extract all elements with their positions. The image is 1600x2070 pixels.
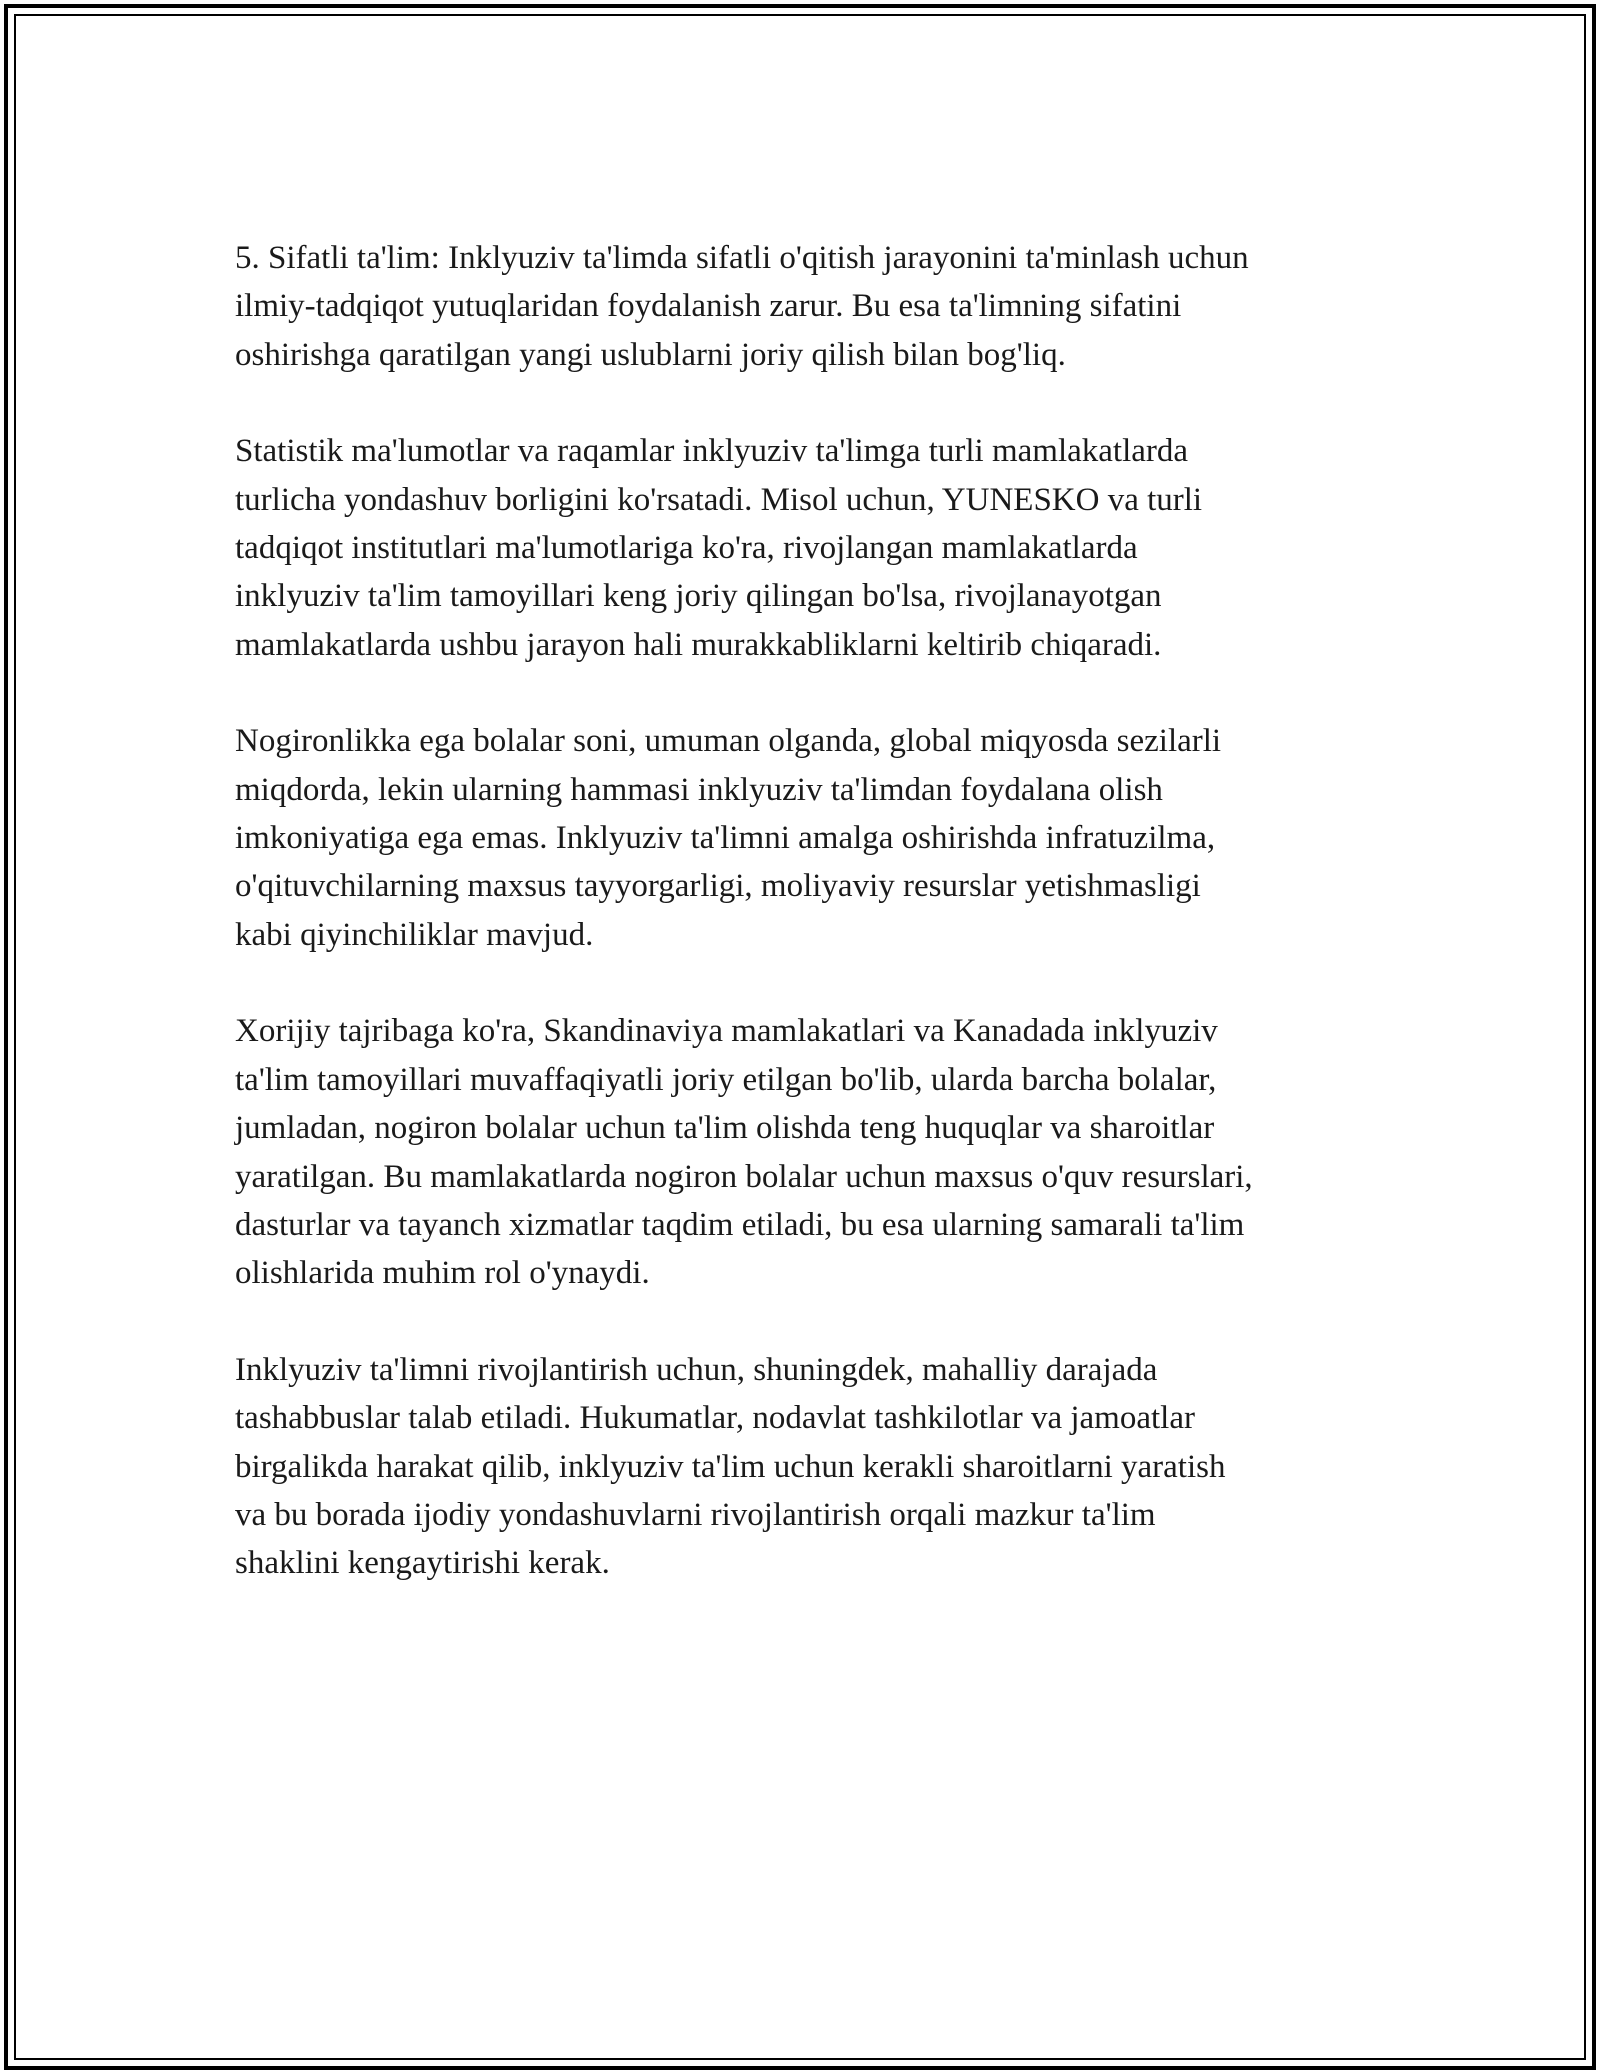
paragraph-statistics: Statistik ma'lumotlar va raqamlar inklyuziv ta'limga turli mamlakatlarda turlicha yondashuv borligini ko'rsatadi. Misol uchun, YUNESKO va turli tadqiqot institutlari ma'lumotlariga ko'ra, rivojlangan mamlakatlarda inklyuziv ta'lim tamoyillari keng joriy qilingan bo'lsa, rivojlanayotgan mamlakatlarda ushbu jarayon hali murakkabliklarni keltirib chiqaradi.: [235, 433, 1203, 663]
paragraph-foreign-experience: Xorijiy tajribaga ko'ra, Skandinaviya mamlakatlari va Kanadada inklyuziv ta'lim tamoyillari muvaffaqiyatli joriy etilgan bo'lib, ularda barcha bolalar, jumladan, nogiron bolalar uchun ta'lim olishda teng huquqlar va sharoitlar yaratilgan. Bu mamlakatlarda nogiron bolalar uchun maxsus o'quv resurslari, dasturlar va tayanch xizmatlar taqdim etiladi, bu esa ularning samarali ta'lim olishlarida muhim rol o'ynaydi.: [235, 1013, 1253, 1292]
paragraph-disabled-children: Nogironlikka ega bolalar soni, umuman olganda, global miqyosda sezilarli miqdorda, lekin ularning hammasi inklyuziv ta'limdan foydalana olish imkoniyatiga ega emas. Inklyuziv ta'limni amalga oshirishda infratuzilma, o'qituvchilarning maxsus tayyorgarligi, moliyaviy resurslar yetishmasligi kabi qiyinchiliklar mavjud.: [235, 723, 1222, 953]
document-body: [235, 234, 1385, 1636]
paragraph-quality-education: 5. Sifatli ta'lim: Inklyuziv ta'limda sifatli o'qitish jarayonini ta'minlash uchun ilmiy-tadqiqot yutuqlaridan foydalanish zarur. Bu esa ta'limning sifatini oshirishga qaratilgan yangi uslublarni joriy qilish bilan bog'liq.: [235, 240, 1249, 373]
paragraph-local-initiatives: Inklyuziv ta'limni rivojlantirish uchun, shuningdek, mahalliy darajada tashabbuslar talab etiladi. Hukumatlar, nodavlat tashkilotlar va jamoatlar birgalikda harakat qilib, inklyuziv ta'lim uchun kerakli sharoitlarni yaratish va bu borada ijodiy yondashuvlarni rivojlantirish orqali mazkur ta'lim shaklini kengaytirishi kerak.: [235, 1351, 1226, 1582]
